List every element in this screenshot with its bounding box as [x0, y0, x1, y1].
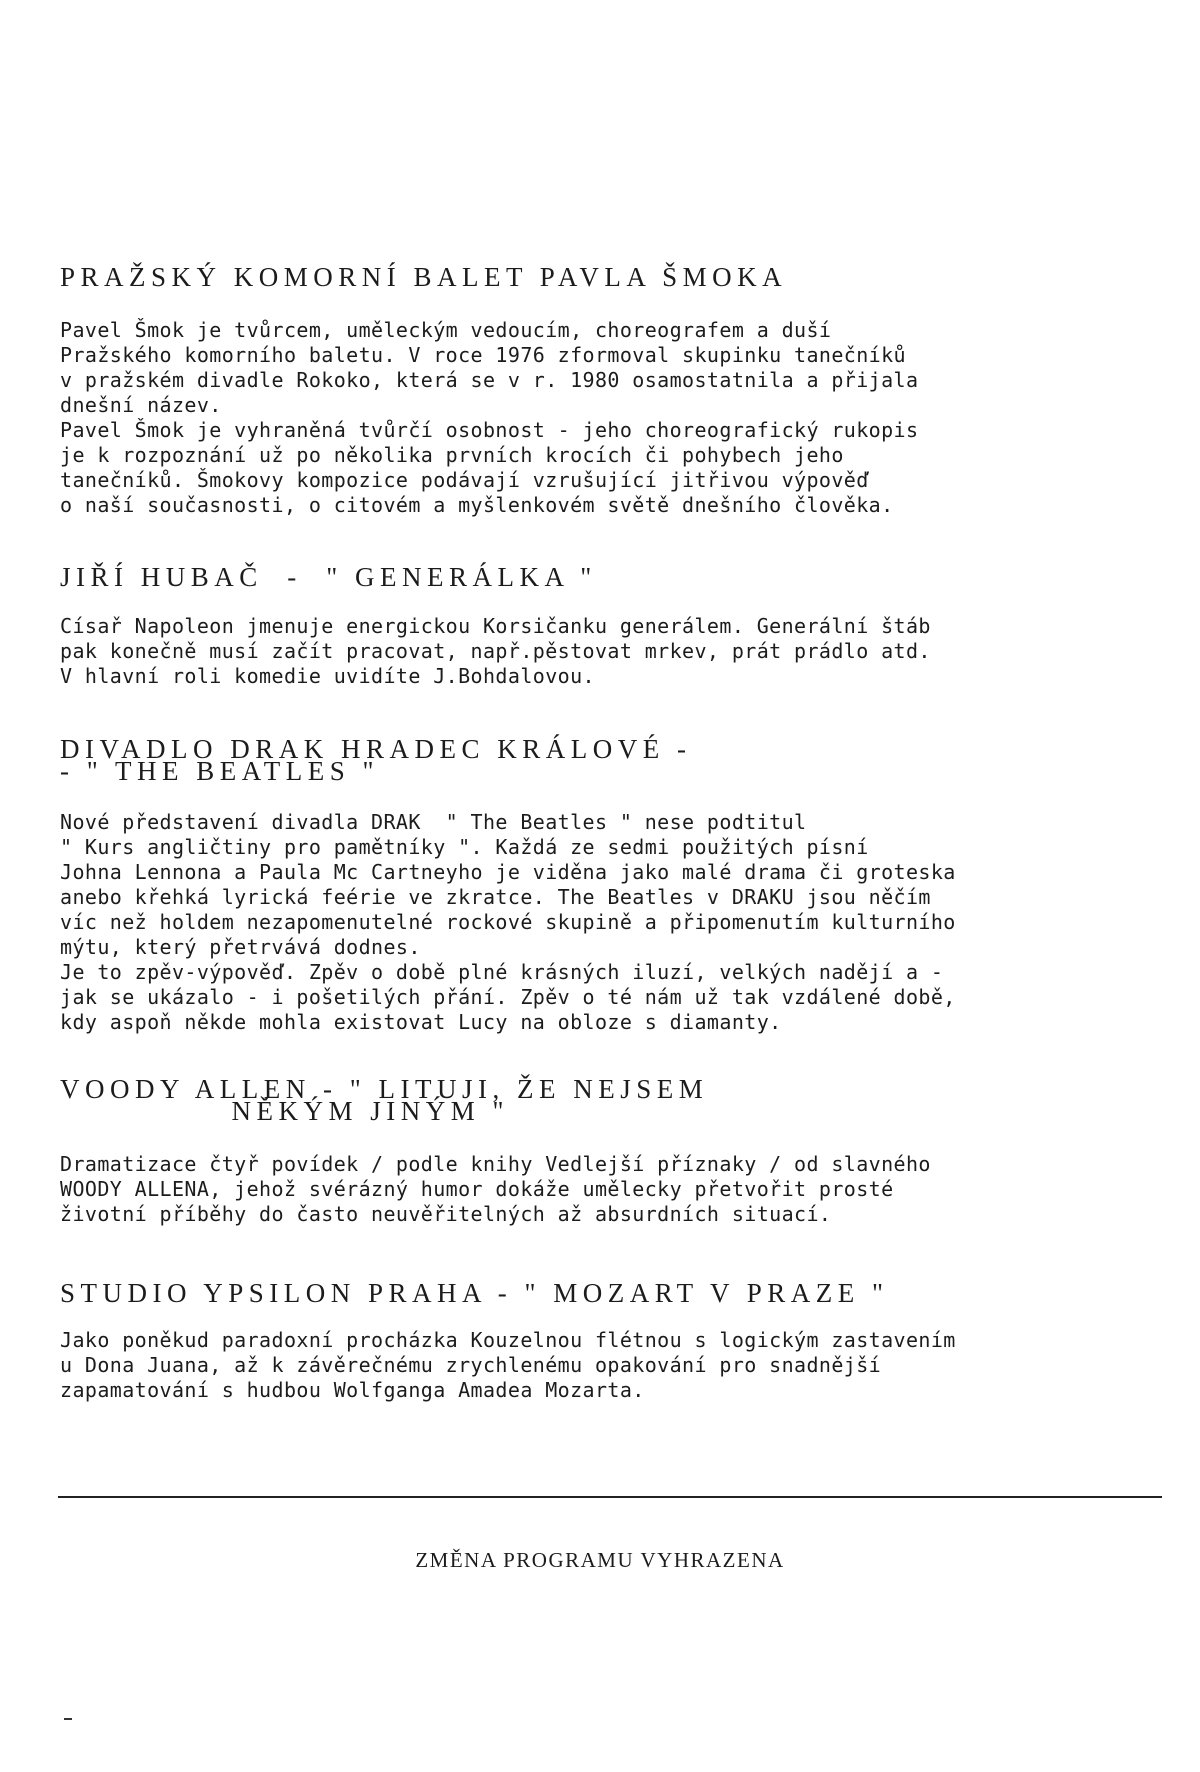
section-body-lituji-ze-nejsem: Dramatizace čtyř povídek / podle knihy Vedlejší příznaky / od slavného WOODY ALLENA, jehož svérázný humor dokáže umělecky přetvořit prosté životní příběhy do často neuvěřitelných až absurdních situací.: [60, 1152, 931, 1226]
section-heading-prazsky-komorni-balet: PRAŽSKÝ KOMORNÍ BALET PAVLA ŠMOKA: [60, 262, 788, 292]
scan-speck: [64, 1718, 72, 1720]
footer-note: ZMĚNA PROGRAMU VYHRAZENA: [415, 1548, 785, 1572]
section-heading-generalka: JIŘÍ HUBAČ - " GENERÁLKA ": [60, 562, 597, 592]
section-heading-the-beatles: DIVADLO DRAK HRADEC KRÁLOVÉ - - " THE BEATLES ": [60, 734, 692, 786]
section-body-mozart-v-praze: Jako poněkud paradoxní procházka Kouzelnou flétnou s logickým zastavením u Dona Juana, až k závěrečnému zrychlenému opakování pro snadnější zapamatování s hudbou Wolfganga Amadea Mozarta.: [60, 1328, 956, 1402]
section-body-the-beatles: Nové představení divadla DRAK " The Beatles " nese podtitul " Kurs angličtiny pro pamětníky ". Každá ze sedmi použitých písní Johna Lennona a Paula Mc Cartneyho je viděna jako malé drama či groteska anebo křehká lyrická feérie ve zkratce. The Beatles v DRAKU jsou něčím víc než holdem nezapomenutelné rockové skupině a připomenutím kulturního mýtu, který přetrvává dodnes. Je to zpěv-výpověď. Zpěv o době plné krásných iluzí, velkých nadějí a - jak se ukázalo - i pošetilých přání. Zpěv o té nám už tak vzdálené době, kdy aspoň někde mohla existovat Lucy na obloze s diamanty.: [60, 810, 956, 1034]
section-body-prazsky-komorni-balet: Pavel Šmok je tvůrcem, uměleckým vedoucím, choreografem a duší Pražského komorního baletu. V roce 1976 zformoval skupinku tanečníků v pražském divadle Rokoko, která se v r. 1980 osamostatnila a přijala dnešní název. Pavel Šmok je vyhraněná tvůrčí osobnost - jeho choreografický rukopis je k rozpoznání už po několika prvních krocích či pohybech jeho tanečníků. Šmokovy kompozice podávají vzrušující jitřivou výpověď o naší současnosti, o citovém a myšlenkovém světě dnešního člověka.: [60, 318, 919, 517]
section-heading-lituji-ze-nejsem: VOODY ALLEN - " LITUJI, ŽE NEJSEM NĚKÝM JINÝM ": [60, 1074, 709, 1126]
separator-line: [58, 1496, 1162, 1498]
section-heading-mozart-v-praze: STUDIO YPSILON PRAHA - " MOZART V PRAZE ": [60, 1278, 889, 1308]
section-body-generalka: Císař Napoleon jmenuje energickou Korsičanku generálem. Generální štáb pak konečně musí začít pracovat, např.pěstovat mrkev, prát prádlo atd. V hlavní roli komedie uvidíte J.Bohdalovou.: [60, 614, 931, 688]
